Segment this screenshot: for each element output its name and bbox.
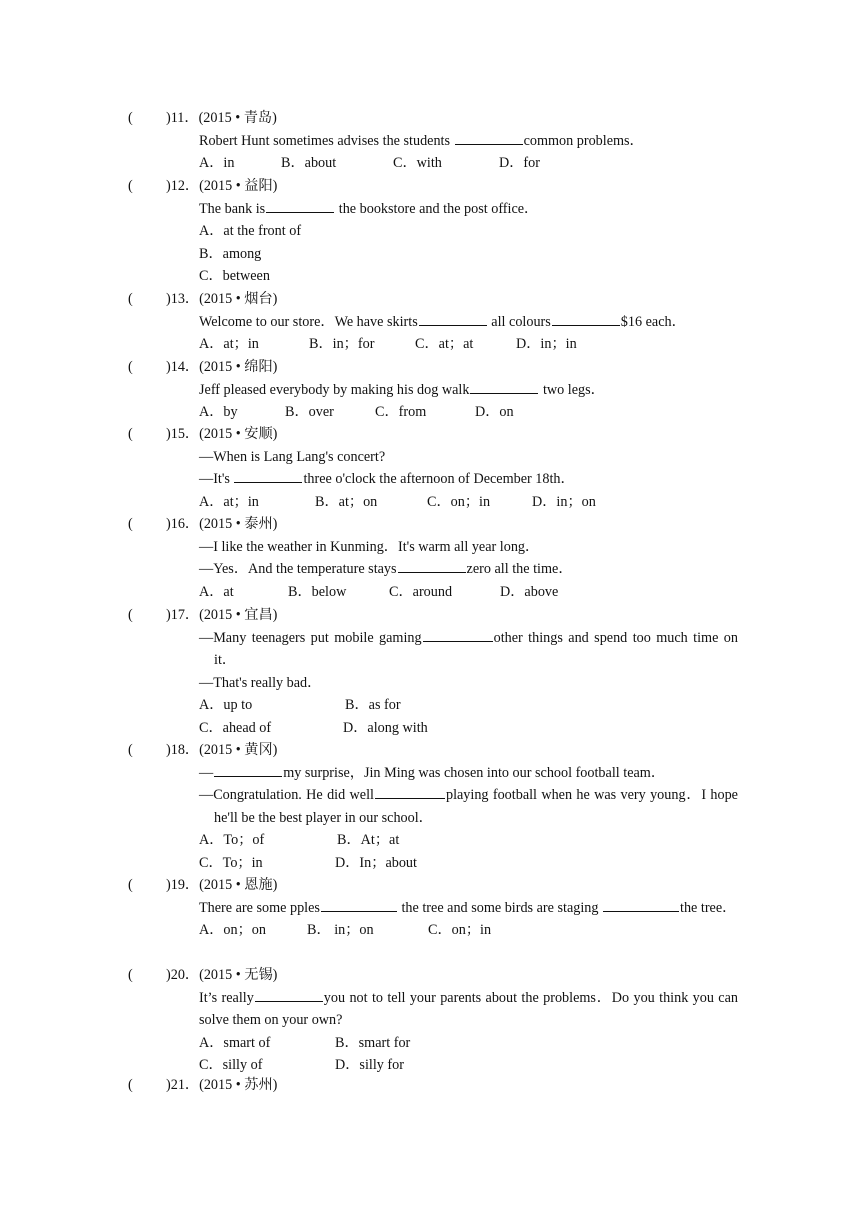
question-text: other things and spend too much time on it． bbox=[214, 629, 738, 669]
question-header bbox=[128, 423, 738, 446]
question-text: Welcome to our store．We have skirts bbox=[199, 313, 418, 330]
answer-option[interactable]: B．smart for bbox=[335, 1034, 411, 1051]
question-number: )14． bbox=[166, 359, 200, 375]
answer-option[interactable]: C．silly of bbox=[199, 1057, 263, 1074]
answer-blank[interactable] bbox=[234, 468, 302, 483]
answer-option[interactable]: B．at；on bbox=[315, 493, 378, 510]
answer-option[interactable]: C．on；in bbox=[427, 493, 491, 510]
answer-blank[interactable] bbox=[255, 987, 323, 1002]
option-row bbox=[128, 491, 738, 514]
question-source: (2015 • 绵阳) bbox=[199, 359, 278, 375]
question-text-line bbox=[128, 130, 738, 153]
question-text: —Yes．And the temperature stays bbox=[199, 561, 397, 578]
answer-option[interactable]: C．around bbox=[389, 583, 453, 600]
question-text: —Many teenagers put mobile gaming bbox=[199, 629, 422, 646]
question-number: )16． bbox=[166, 516, 200, 532]
question-text-line bbox=[128, 198, 738, 221]
question-text: the tree and some birds are staging bbox=[397, 899, 603, 916]
answer-option[interactable]: B．among bbox=[199, 245, 262, 262]
question-item bbox=[128, 1074, 738, 1097]
answer-blank[interactable] bbox=[398, 558, 466, 573]
option-row bbox=[128, 1032, 738, 1055]
answer-option[interactable]: A．on；on bbox=[199, 922, 266, 939]
question-header bbox=[128, 739, 738, 762]
answer-paren[interactable]: ( bbox=[128, 967, 133, 983]
question-text-line bbox=[128, 627, 738, 672]
question-number: )11． bbox=[166, 110, 199, 126]
question-text-line bbox=[128, 558, 738, 581]
question-item bbox=[128, 964, 738, 1077]
answer-option[interactable]: A．at；in bbox=[199, 493, 259, 510]
question-text-line bbox=[128, 446, 738, 469]
question-text: all colours bbox=[487, 313, 551, 330]
option-row bbox=[128, 852, 738, 875]
question-source: (2015 • 黄冈) bbox=[199, 742, 278, 758]
answer-option[interactable]: B．over bbox=[285, 404, 334, 421]
answer-option[interactable]: C．To；in bbox=[199, 854, 263, 871]
question-item bbox=[128, 423, 738, 513]
answer-blank[interactable] bbox=[603, 897, 679, 912]
question-text-line bbox=[128, 672, 738, 695]
question-header bbox=[128, 513, 738, 536]
answer-paren[interactable]: ( bbox=[128, 1077, 133, 1093]
question-item bbox=[128, 513, 738, 603]
question-text: — bbox=[199, 764, 214, 781]
question-header bbox=[128, 964, 738, 987]
question-text: three o'clock the afternoon of December 18th． bbox=[303, 471, 575, 488]
question-source: (2015 • 烟台) bbox=[199, 291, 278, 307]
question-number: )13． bbox=[166, 291, 200, 307]
answer-blank[interactable] bbox=[266, 198, 334, 213]
answer-option[interactable]: B．as for bbox=[345, 697, 401, 714]
question-source: (2015 • 青岛) bbox=[198, 110, 277, 126]
question-text: —I like the weather in Kunming．It's warm all year long． bbox=[199, 538, 540, 555]
question-text: you not to tell your parents about the problems．Do you think you can solve them on your own? bbox=[199, 989, 738, 1029]
question-text: There are some pples bbox=[199, 899, 320, 916]
question-source: (2015 • 恩施) bbox=[199, 877, 278, 893]
question-text: the tree． bbox=[680, 899, 737, 916]
answer-option[interactable]: A．at bbox=[199, 583, 234, 600]
question-header bbox=[128, 356, 738, 379]
answer-option[interactable]: C．ahead of bbox=[199, 719, 272, 736]
answer-blank[interactable] bbox=[375, 784, 445, 799]
question-text: It’s really bbox=[199, 989, 254, 1006]
answer-option[interactable]: A．at；in bbox=[199, 336, 259, 353]
question-item bbox=[128, 874, 738, 942]
answer-paren[interactable]: ( bbox=[128, 516, 133, 532]
answer-option[interactable]: D．along with bbox=[343, 719, 428, 736]
question-number: )19． bbox=[166, 877, 200, 893]
answer-paren[interactable]: ( bbox=[128, 742, 133, 758]
answer-option[interactable]: A．at the front of bbox=[199, 223, 302, 240]
question-text: playing football when he was very young．I hope he'll be the best player in our school． bbox=[214, 787, 738, 826]
question-text-line bbox=[128, 784, 738, 829]
option-row bbox=[128, 401, 738, 424]
question-source: (2015 • 泰州) bbox=[199, 516, 278, 532]
question-item bbox=[128, 107, 738, 175]
question-text: zero all the time． bbox=[466, 561, 573, 578]
answer-option[interactable]: A．To；of bbox=[199, 832, 265, 849]
option-row bbox=[128, 265, 738, 288]
question-text: The bank is bbox=[199, 200, 266, 217]
answer-option[interactable]: D．for bbox=[499, 155, 540, 172]
question-source: (2015 • 无锡) bbox=[199, 967, 278, 983]
option-row bbox=[128, 152, 738, 175]
question-header bbox=[128, 107, 738, 130]
question-text-line bbox=[128, 379, 738, 402]
question-text: —That's really bad． bbox=[199, 674, 322, 691]
answer-option[interactable]: B．below bbox=[288, 583, 347, 600]
question-text: $16 each． bbox=[620, 313, 686, 330]
question-number: )18． bbox=[166, 742, 200, 758]
question-source: (2015 • 安顺) bbox=[199, 426, 278, 442]
answer-paren[interactable]: ( bbox=[128, 291, 133, 307]
question-text-line bbox=[128, 762, 738, 785]
answer-paren[interactable]: ( bbox=[128, 110, 133, 126]
question-number: )21． bbox=[166, 1077, 200, 1093]
question-text: two legs． bbox=[539, 381, 605, 398]
answer-option[interactable]: A．smart of bbox=[199, 1034, 271, 1051]
question-item bbox=[128, 604, 738, 740]
option-row bbox=[128, 220, 738, 243]
answer-blank[interactable] bbox=[455, 130, 523, 145]
question-header bbox=[128, 874, 738, 897]
question-item bbox=[128, 356, 738, 424]
question-text: the bookstore and the post office． bbox=[335, 200, 539, 217]
question-number: )17． bbox=[166, 607, 200, 623]
question-text: —Congratulation. He did well bbox=[199, 787, 374, 804]
answer-option[interactable]: D．in；in bbox=[516, 336, 577, 353]
answer-paren[interactable]: ( bbox=[128, 426, 133, 442]
answer-blank[interactable] bbox=[552, 311, 620, 326]
answer-option[interactable]: C．at；at bbox=[415, 336, 474, 353]
answer-paren[interactable]: ( bbox=[128, 178, 133, 194]
question-text-line bbox=[128, 468, 738, 491]
answer-blank[interactable] bbox=[470, 379, 538, 394]
question-text: common problems． bbox=[523, 132, 644, 149]
option-row bbox=[128, 333, 738, 356]
question-text: —When is Lang Lang's concert? bbox=[199, 448, 386, 465]
answer-option[interactable]: C．on；in bbox=[428, 922, 492, 939]
answer-option[interactable]: B． in；on bbox=[307, 922, 374, 939]
option-row bbox=[128, 829, 738, 852]
answer-option[interactable]: D．In；about bbox=[335, 854, 417, 871]
answer-option[interactable]: C．with bbox=[393, 155, 442, 172]
answer-option[interactable]: A．up to bbox=[199, 697, 253, 714]
answer-option[interactable]: D．in；on bbox=[532, 493, 596, 510]
answer-option[interactable]: A．in bbox=[199, 155, 235, 172]
answer-paren[interactable]: ( bbox=[128, 359, 133, 375]
question-text-line bbox=[128, 987, 738, 1032]
question-header bbox=[128, 175, 738, 198]
answer-option[interactable]: D．above bbox=[500, 583, 559, 600]
question-header bbox=[128, 288, 738, 311]
answer-paren[interactable]: ( bbox=[128, 877, 133, 893]
question-item bbox=[128, 288, 738, 356]
option-row bbox=[128, 694, 738, 717]
answer-blank[interactable] bbox=[321, 897, 397, 912]
question-source: (2015 • 宜昌) bbox=[199, 607, 278, 623]
question-source: (2015 • 益阳) bbox=[199, 178, 278, 194]
question-text-line bbox=[128, 311, 738, 334]
option-row bbox=[128, 243, 738, 266]
answer-paren[interactable]: ( bbox=[128, 607, 133, 623]
question-source: (2015 • 苏州) bbox=[199, 1077, 278, 1093]
option-row bbox=[128, 581, 738, 604]
question-item bbox=[128, 739, 738, 875]
question-text-line bbox=[128, 536, 738, 559]
question-text: my surprise，Jin Ming was chosen into our school football team． bbox=[283, 764, 666, 781]
answer-option[interactable]: C．between bbox=[199, 268, 270, 285]
question-header bbox=[128, 604, 738, 627]
answer-option[interactable]: D．silly for bbox=[335, 1057, 404, 1074]
question-text-line bbox=[128, 897, 738, 920]
answer-option[interactable]: D．on bbox=[475, 404, 514, 421]
answer-option[interactable]: B．about bbox=[281, 155, 337, 172]
answer-option[interactable]: B．At；at bbox=[337, 832, 400, 849]
option-row bbox=[128, 919, 738, 942]
answer-blank[interactable] bbox=[419, 311, 487, 326]
question-header bbox=[128, 1074, 738, 1097]
answer-option[interactable]: A．by bbox=[199, 404, 238, 421]
question-text: Jeff pleased everybody by making his dog walk bbox=[199, 381, 470, 398]
answer-option[interactable]: C．from bbox=[375, 404, 427, 421]
answer-blank[interactable] bbox=[214, 762, 282, 777]
question-number: )15． bbox=[166, 426, 200, 442]
question-number: )12． bbox=[166, 178, 200, 194]
question-item bbox=[128, 175, 738, 288]
question-text: —It's bbox=[199, 471, 234, 488]
question-text: Robert Hunt sometimes advises the students bbox=[199, 132, 454, 149]
answer-option[interactable]: B．in；for bbox=[309, 336, 375, 353]
answer-blank[interactable] bbox=[423, 627, 493, 642]
question-number: )20． bbox=[166, 967, 200, 983]
option-row bbox=[128, 717, 738, 740]
